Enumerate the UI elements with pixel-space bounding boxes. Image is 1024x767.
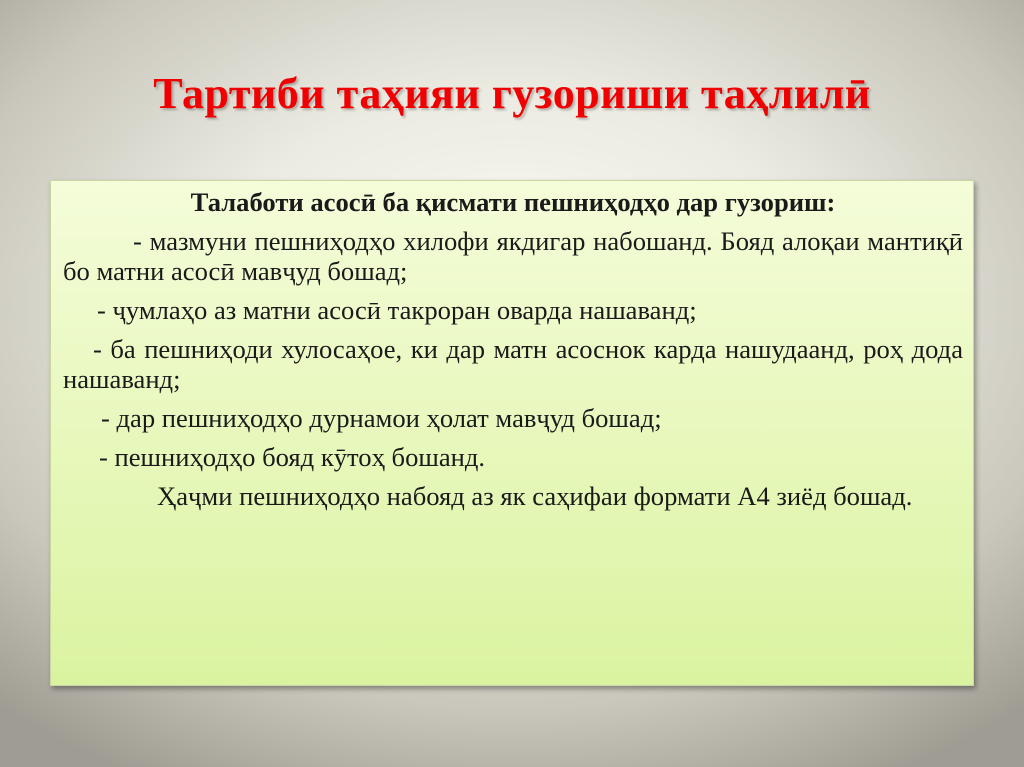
requirements-heading: Талаботи асосӣ ба қисмати пешниҳодҳо дар гузориш: [190, 187, 836, 217]
content-box [50, 180, 974, 686]
requirement-item: - мазмуни пешниҳодҳо хилофи якдигар набошанд. Бояд алоқаи мантиқӣ бо матни асосӣ мавҷуд бошад; [63, 226, 963, 286]
page-limit-note: Ҳаҷми пешниҳодҳо набояд аз як саҳифаи формати А4 зиёд бошад. [157, 481, 913, 511]
slide-title: Тартиби таҳияи гузориши таҳлилӣ [153, 69, 871, 118]
requirement-item: - ҷумлаҳо аз матни асосӣ такроран оварда нашаванд; [97, 295, 697, 325]
requirement-item: - ба пешниҳоди хулосаҳое, ки дар матн асоснок карда нашудаанд, роҳ дода нашаванд; [63, 334, 963, 394]
requirement-item: - пешниҳодҳо бояд кӯтоҳ бошанд. [99, 442, 486, 472]
requirement-item: - дар пешниҳодҳо дурнамои ҳолат мавҷуд бошад; [101, 403, 662, 433]
